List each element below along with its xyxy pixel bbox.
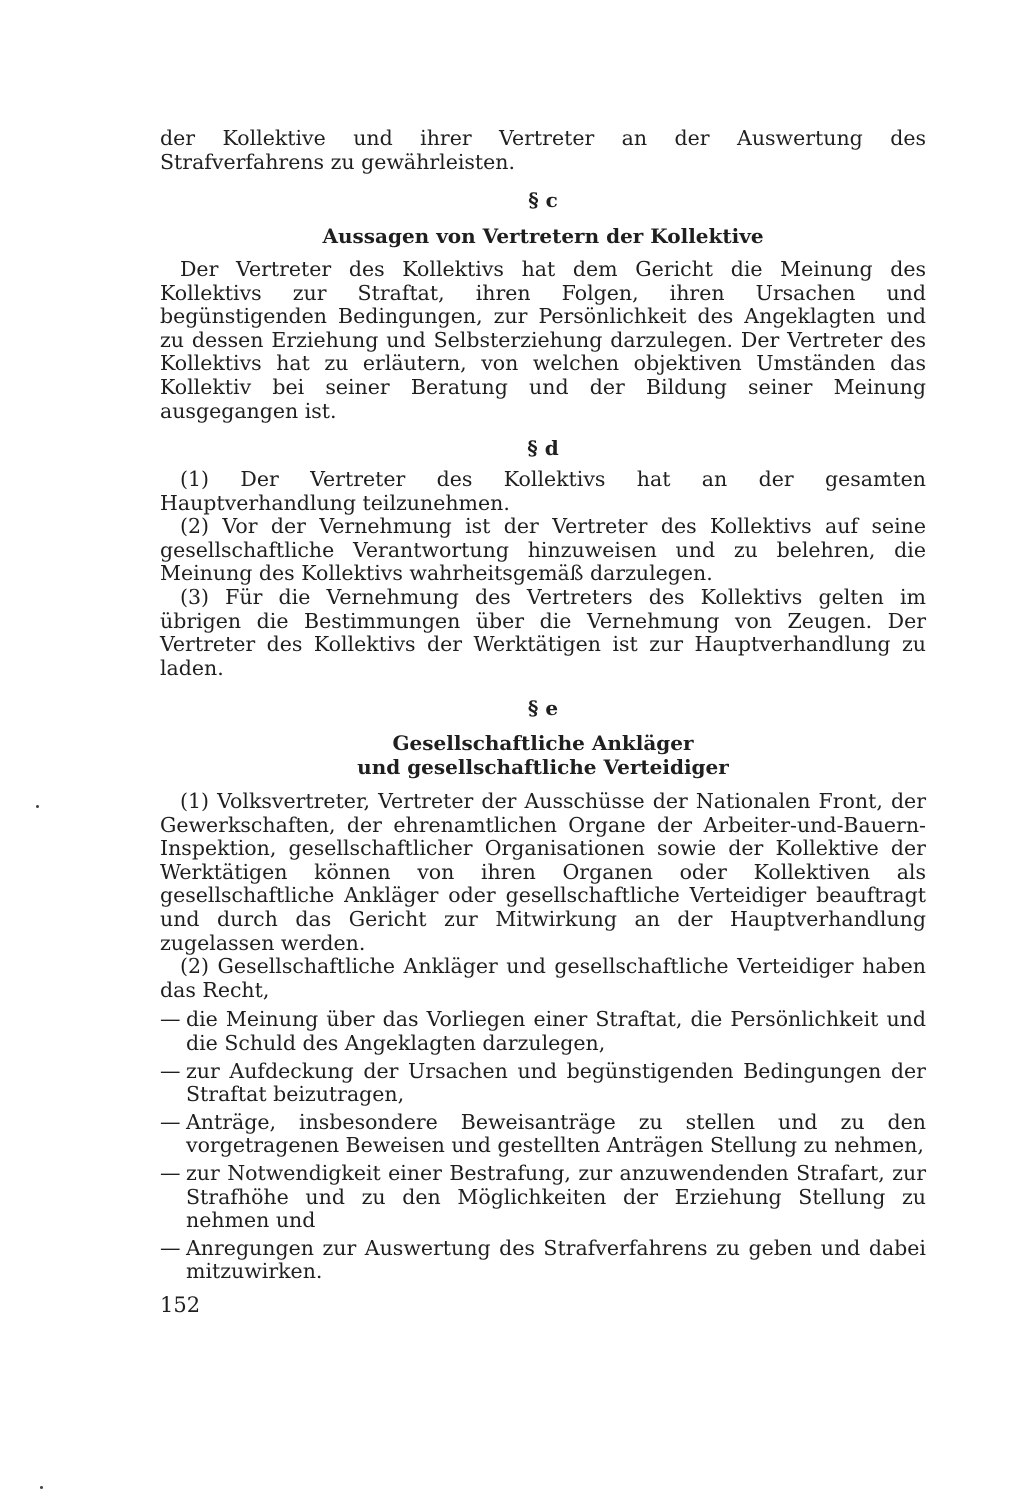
scan-speck bbox=[40, 1486, 43, 1489]
section-d-paragraph-1: (1) Der Vertreter des Kollektivs hat an der gesamten Hauptverhandlung teilzunehmen. bbox=[160, 467, 926, 515]
section-e-title-line-1: Gesellschaftliche Ankläger bbox=[392, 731, 694, 755]
section-e-title-line-2: und gesellschaftliche Verteidiger bbox=[357, 755, 729, 779]
list-item-text: Anträge, insbesondere Beweisanträge zu stellen und zu den vorgetragenen Beweisen und gestellten Anträgen Stellung zu nehmen, bbox=[186, 1109, 926, 1158]
list-item-text: Anregungen zur Auswertung des Strafverfahrens zu geben und dabei mitzuwirken. bbox=[186, 1235, 926, 1284]
section-c-number: § c bbox=[528, 188, 558, 212]
dash-bullet: — bbox=[160, 1109, 181, 1134]
section-d-paragraph-2: (2) Vor der Vernehmung ist der Vertreter des Kollektivs auf seine gesellschaftliche Verantwortung hinzuweisen und zu belehren, die Meinung des Kollektivs wahrheitsgemäß darzulegen. bbox=[160, 514, 926, 586]
section-d-paragraph-3: (3) Für die Vernehmung des Vertreters des Kollektivs gelten im übrigen die Bestimmungen über die Vernehmung von Zeugen. Der Vertreter des Kollektivs der Werktätigen ist zur Hauptverhandlung zu laden. bbox=[160, 584, 926, 680]
list-item bbox=[160, 1111, 926, 1158]
list-item-text: zur Notwendigkeit einer Bestrafung, zur anzuwendenden Strafart, zur Strafhöhe und zu den Möglichkeiten der Erziehung Stellung zu nehmen und bbox=[186, 1160, 926, 1233]
section-d-number: § d bbox=[527, 436, 559, 460]
dash-bullet: — bbox=[160, 1058, 181, 1083]
section-e-block bbox=[160, 790, 926, 1288]
list-item bbox=[160, 1162, 926, 1233]
page-number: 152 bbox=[160, 1293, 201, 1317]
dash-bullet: — bbox=[160, 1235, 181, 1260]
section-d-block bbox=[160, 468, 926, 680]
list-item-text: zur Aufdeckung der Ursachen und begünstigenden Bedingungen der Straftat beizutragen, bbox=[186, 1058, 926, 1107]
scan-speck bbox=[36, 805, 39, 808]
list-item bbox=[160, 1008, 926, 1055]
list-item bbox=[160, 1060, 926, 1107]
section-c-title: Aussagen von Vertretern der Kollektive bbox=[322, 224, 764, 248]
list-item bbox=[160, 1237, 926, 1284]
intro-block bbox=[160, 127, 926, 174]
dash-bullet: — bbox=[160, 1007, 181, 1032]
dash-bullet: — bbox=[160, 1160, 181, 1185]
section-e-paragraph-2: (2) Gesellschaftliche Ankläger und gesellschaftliche Verteidiger haben das Recht, bbox=[160, 954, 926, 1002]
section-e-number: § e bbox=[527, 696, 559, 720]
section-c-block bbox=[160, 258, 926, 423]
intro-paragraph: der Kollektive und ihrer Vertreter an der Auswertung des Strafverfahrens zu gewährleisten. bbox=[160, 126, 926, 174]
list-item-text: die Meinung über das Vorliegen einer Straftat, die Persönlichkeit und die Schuld des Angeklagten darzulegen, bbox=[186, 1007, 926, 1055]
section-c-paragraph: Der Vertreter des Kollektivs hat dem Gericht die Meinung des Kollektivs zur Straftat, ihren Folgen, ihren Ursachen und begünstigenden Bedingungen, zur Persönlichkeit des Angeklagten und zu dessen Erziehung und Selbsterziehung darzulegen. Der Vertreter des Kollektivs hat zu erläutern, von welchen objektiven Umständen das Kollektiv bei seiner Beratung und der Bildung seiner Meinung ausgegangen ist. bbox=[160, 257, 926, 423]
section-e-paragraph-1: (1) Volksvertreter, Vertreter der Ausschüsse der Nationalen Front, der Gewerkschaften, der ehrenamtlichen Organe der Arbeiter-und-Bauern-Inspektion, gesellschaftlicher Organisationen sowie der Kollektive der Werktätigen können von ihren Organen oder Kollektiven als gesellschaftliche Ankläger oder gesellschaftliche Verteidiger beauftragt und durch das Gericht zur Mitwirkung an der Hauptverhandlung zugelassen werden. bbox=[160, 789, 926, 955]
